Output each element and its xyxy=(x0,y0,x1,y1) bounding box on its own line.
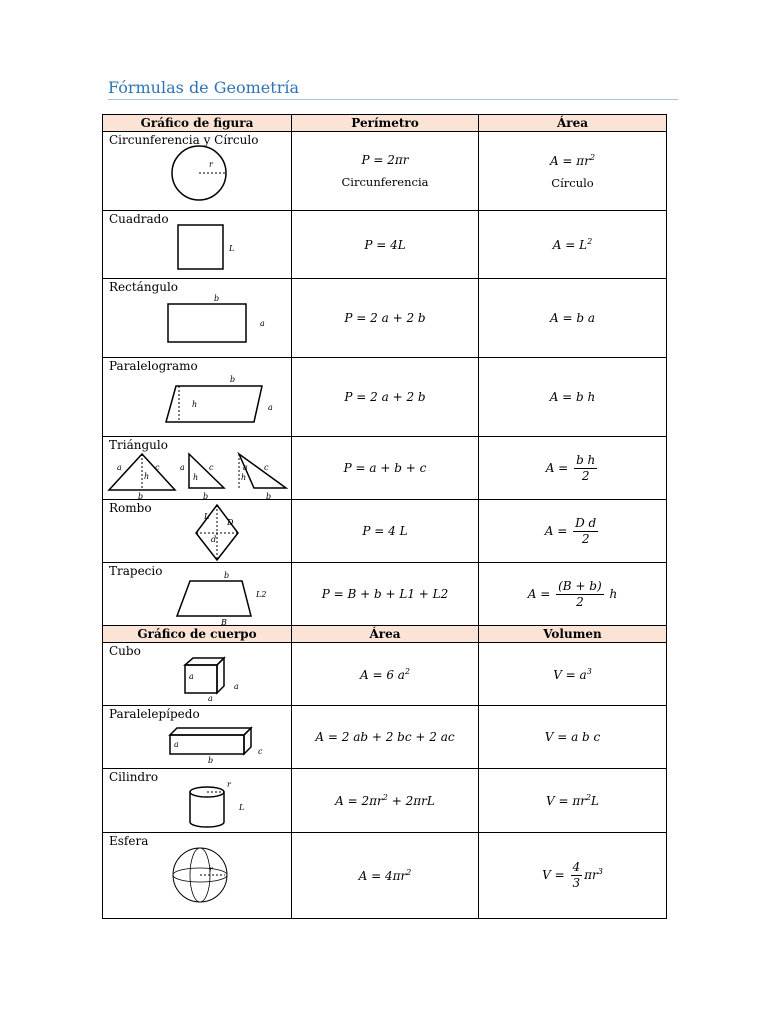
perimeter-formula xyxy=(292,132,479,211)
height-label: h xyxy=(241,473,247,482)
area-formula xyxy=(479,132,667,211)
perimeter-formula: P = 4L xyxy=(292,211,479,279)
figure-cell xyxy=(103,643,292,706)
formulas-table xyxy=(102,114,667,919)
rectangle-diagram xyxy=(103,279,292,358)
fraction xyxy=(556,579,604,610)
minor-base-label: b xyxy=(224,571,230,580)
header-figure: Gráfico de figura xyxy=(103,115,292,132)
table-row xyxy=(103,211,667,279)
formula-text: A = xyxy=(527,586,551,601)
major-base-label: B xyxy=(221,618,227,626)
header-body: Gráfico de cuerpo xyxy=(103,626,292,643)
formula-text: + 2πrL xyxy=(391,794,435,808)
formula-text: A = xyxy=(545,460,569,475)
volume-formula xyxy=(479,833,667,919)
title-underline xyxy=(108,99,678,100)
parallelogram-diagram xyxy=(103,358,292,437)
shape-name: Rombo xyxy=(109,501,152,515)
radius-label: r xyxy=(209,160,213,169)
formula-text: A = 4πr xyxy=(358,869,407,883)
volume-formula xyxy=(479,769,667,833)
fraction xyxy=(574,453,597,484)
area-formula: A = b h xyxy=(479,358,667,437)
base-label: b xyxy=(230,375,236,384)
table-row xyxy=(103,279,667,358)
radius-label: r xyxy=(209,865,213,874)
area-formula xyxy=(292,833,479,919)
area-formula xyxy=(479,437,667,500)
area-formula xyxy=(479,563,667,626)
height-label: h xyxy=(144,472,150,481)
table-row xyxy=(103,706,667,769)
square-diagram xyxy=(103,211,292,279)
side-c-label: c xyxy=(155,463,160,472)
area-formula: A = b a xyxy=(479,279,667,358)
shape-name: Paralelogramo xyxy=(109,359,198,373)
table-row xyxy=(103,500,667,563)
table-row xyxy=(103,437,667,500)
trapezoid-diagram xyxy=(103,563,292,626)
exponent: 3 xyxy=(586,666,592,676)
formula-note: Circunferencia xyxy=(341,175,429,189)
edge-c-label: c xyxy=(258,747,263,756)
cylinder-diagram xyxy=(103,769,292,833)
area-formula xyxy=(479,211,667,279)
edge-label: a xyxy=(189,672,194,681)
figure-cell xyxy=(103,500,292,563)
header-perimeter: Perímetro xyxy=(292,115,479,132)
shape-name: Paralelepípedo xyxy=(109,707,200,721)
exponent: 3 xyxy=(597,867,603,876)
volume-formula: V = a b c xyxy=(479,706,667,769)
area-formula: A = 2 ab + 2 bc + 2 ac xyxy=(292,706,479,769)
side-c-label: c xyxy=(264,463,269,472)
side-label: a xyxy=(268,403,273,412)
circle-diagram xyxy=(103,132,292,211)
table-row xyxy=(103,132,667,211)
formula-text: A = L xyxy=(552,238,588,252)
exponent: 2 xyxy=(406,868,412,877)
figure-cell xyxy=(103,769,292,833)
formula-text: A = xyxy=(544,523,568,538)
numerator: D d xyxy=(575,515,597,530)
shape-name: Circunferencia y Círculo xyxy=(109,133,259,147)
formula-text: A = 6 a xyxy=(359,667,405,682)
formula-text: h xyxy=(609,586,618,601)
cube-diagram xyxy=(103,643,292,706)
formula-text: V = xyxy=(542,868,565,882)
cuboid-diagram xyxy=(103,706,292,769)
side-c-label: c xyxy=(209,463,214,472)
formula-note: Círculo xyxy=(551,175,594,190)
edge-b-label: b xyxy=(208,756,214,765)
formula-text: A = 2πr xyxy=(335,794,383,808)
side-a-label: a xyxy=(117,463,122,472)
figure-cell xyxy=(103,358,292,437)
exponent: 2 xyxy=(382,793,388,802)
side-l2-label: L2 xyxy=(256,590,267,599)
side-a-label: a xyxy=(243,463,248,472)
rhombus-diagram xyxy=(103,500,292,563)
side-b-label: b xyxy=(214,294,220,303)
table-row xyxy=(103,643,667,706)
radius-label: r xyxy=(227,780,231,789)
minor-diagonal-label: d xyxy=(211,535,217,544)
height-label: L xyxy=(239,803,245,812)
volume-formula xyxy=(479,643,667,706)
shape-name: Cuadrado xyxy=(109,212,169,226)
table-row xyxy=(103,358,667,437)
header-row-bodies xyxy=(103,626,667,643)
fraction xyxy=(571,860,583,891)
figure-cell xyxy=(103,279,292,358)
height-label: h xyxy=(192,400,198,409)
shape-name: Rectángulo xyxy=(109,280,179,294)
base-label: b xyxy=(266,492,272,500)
denominator: 3 xyxy=(572,876,581,890)
denominator: 2 xyxy=(576,594,584,609)
exponent: 2 xyxy=(585,793,592,802)
table-row xyxy=(103,563,667,626)
table-row xyxy=(103,833,667,919)
exponent: 2 xyxy=(587,237,593,246)
figure-cell xyxy=(103,132,292,211)
shape-name: Triángulo xyxy=(109,438,168,452)
side-a-label: a xyxy=(180,463,185,472)
header-row-figures xyxy=(103,115,667,132)
formula-text: P = 2πr xyxy=(361,153,409,167)
fraction xyxy=(573,516,598,547)
side-label: L xyxy=(229,244,235,253)
figure-cell xyxy=(103,833,292,919)
page-title: Fórmulas de Geometría xyxy=(108,78,299,97)
major-diagonal-label: D xyxy=(227,518,234,527)
exponent: 2 xyxy=(589,152,596,162)
edge-label: a xyxy=(234,682,239,691)
area-formula xyxy=(292,769,479,833)
perimeter-formula: P = 2 a + 2 b xyxy=(292,358,479,437)
shape-name: Trapecio xyxy=(109,564,163,578)
perimeter-formula: P = a + b + c xyxy=(292,437,479,500)
side-a-label: a xyxy=(260,319,265,328)
shape-name: Cilindro xyxy=(109,770,159,784)
header-area: Área xyxy=(479,115,667,132)
perimeter-formula: P = 4 L xyxy=(292,500,479,563)
triangle-diagram xyxy=(103,437,292,500)
area-formula xyxy=(292,643,479,706)
formula-text: L xyxy=(591,794,600,808)
numerator: (B + b) xyxy=(558,578,602,593)
perimeter-formula: P = B + b + L1 + L2 xyxy=(292,563,479,626)
side-label: L xyxy=(204,512,210,521)
formula-text: A = πr xyxy=(549,153,590,168)
edge-a-label: a xyxy=(174,740,179,749)
formula-text: V = πr xyxy=(545,794,586,808)
perimeter-formula: P = 2 a + 2 b xyxy=(292,279,479,358)
figure-cell xyxy=(103,437,292,500)
shape-name: Esfera xyxy=(109,834,149,848)
header-volume: Volumen xyxy=(479,626,667,643)
figure-cell xyxy=(103,563,292,626)
edge-label: a xyxy=(208,694,213,703)
header-body-area: Área xyxy=(292,626,479,643)
numerator: b h xyxy=(576,452,596,467)
formula-text: V = a xyxy=(553,667,587,682)
sphere-diagram xyxy=(103,833,292,919)
figure-cell xyxy=(103,706,292,769)
shape-name: Cubo xyxy=(109,644,141,658)
figure-cell xyxy=(103,211,292,279)
numerator: 4 xyxy=(572,860,581,874)
base-label: b xyxy=(138,492,144,500)
table-row xyxy=(103,769,667,833)
area-formula xyxy=(479,500,667,563)
denominator: 2 xyxy=(581,531,590,546)
base-label: b xyxy=(203,492,209,500)
denominator: 2 xyxy=(581,468,590,483)
height-label: h xyxy=(193,473,199,482)
exponent: 2 xyxy=(404,666,411,676)
formula-text: πr xyxy=(584,868,598,882)
